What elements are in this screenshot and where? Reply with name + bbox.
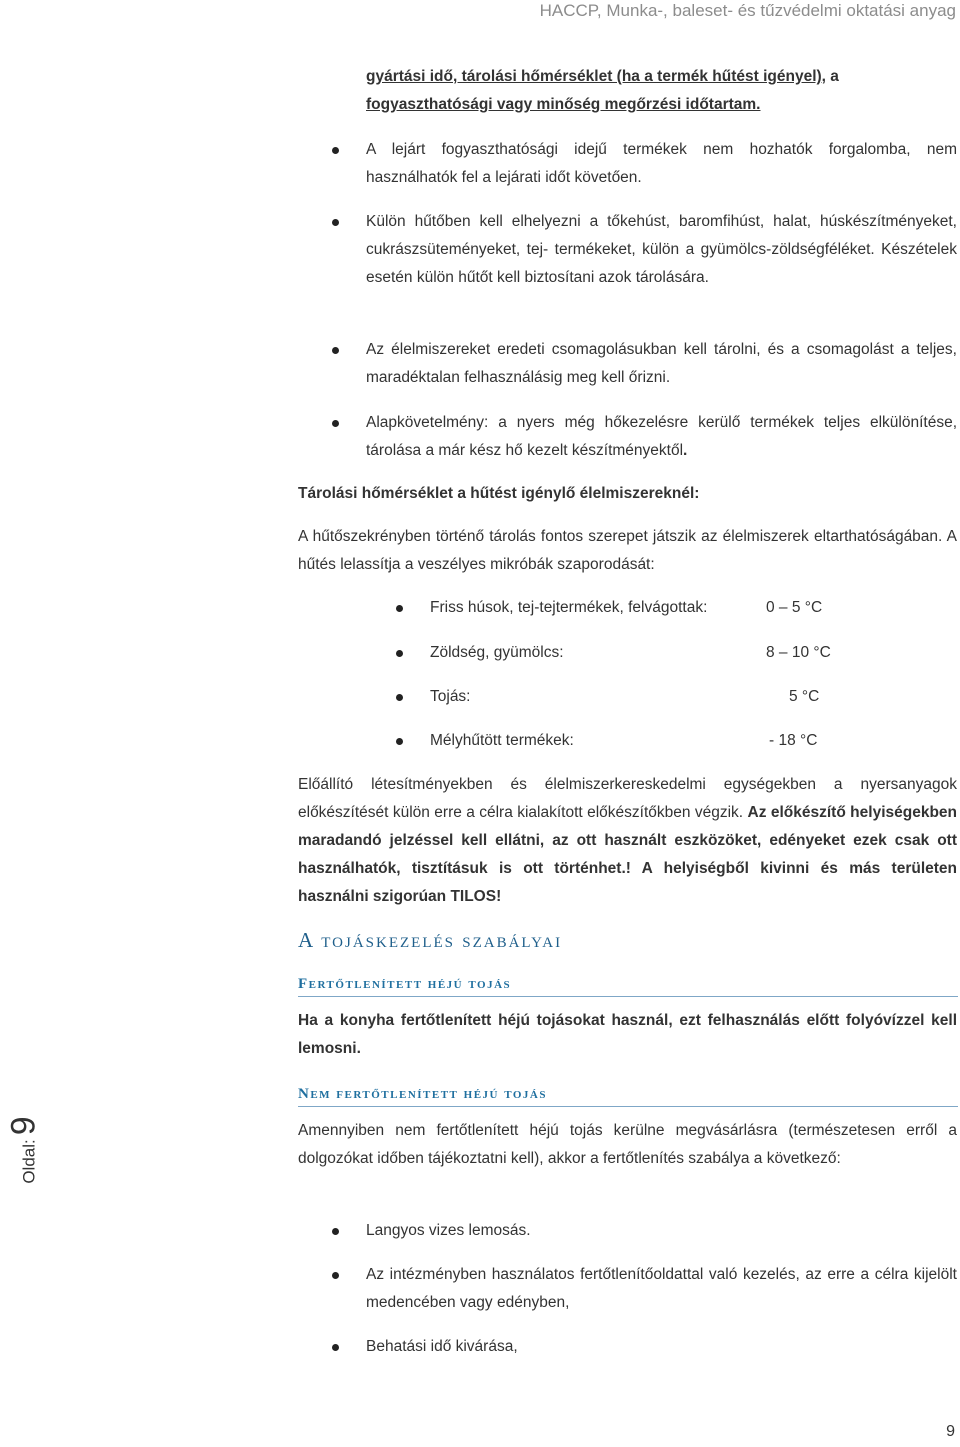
step-wait: Behatási idő kivárása, [366, 1338, 518, 1355]
subsection-title-not-disinfected: Nem fertőtlenített héjú tojás [298, 1086, 547, 1102]
bullet-icon [332, 347, 339, 354]
prep-bold-text: Az előkészítő helyiségekben maradandó jelzéssel kell ellátni, az ott használt eszközöket, edényeket ezek csak ott használhatók, tisztításuk is ott történhet.! A helyiségből kivinni és más területen használni szigorúan TILOS! [298, 804, 958, 905]
temp-value-frozen: - 18 °C [769, 732, 818, 749]
bullet-item-basic-requirement-text: Alapkövetelmény: a nyers még hőkezelésre kerülő termékek teljes elkülönítése, tárolása a már kész hő kezelt készítményektől [366, 414, 957, 459]
temp-label-vegetables: Zöldség, gyümölcs: [430, 644, 564, 661]
bullet-item-original-packaging: Az élelmiszereket eredeti csomagolásukban kell tárolni, és a csomagolást a teljes, maradéktalan felhasználásig meg kell őrizni. [366, 341, 957, 386]
temp-label-fresh-meat: Friss húsok, tej-tejtermékek, felvágottak: [430, 599, 708, 616]
bullet-item-separate-fridge: Külön hűtőben kell elhelyezni a tőkehúst, baromfihúst, halat, húskészítményeket, cukrászsüteményeket, tej- termékeket, külön a gyümölcs-zöldségféléket. Készételek esetén külön hűtőt kell biztosítani azok tárolására. [366, 213, 957, 286]
intro-text [366, 63, 957, 119]
temp-value-eggs: 5 °C [789, 688, 820, 705]
bullet-icon [332, 420, 339, 427]
storage-heading: Tárolási hőmérséklet a hűtést igénylő élelmiszereknél: [298, 485, 700, 502]
bullet-icon [332, 1228, 339, 1235]
temp-label-eggs: Tojás: [430, 688, 471, 705]
step-disinfect: Az intézményben használatos fertőtlenítőoldattal való kezelés, az erre a célra kijelölt medencében vagy edényben, [366, 1266, 957, 1311]
side-page-label [2, 1110, 46, 1190]
section-title-egg-rules: A tojáskezelés szabályai [298, 928, 563, 952]
bullet-item-basic-requirement [366, 409, 957, 465]
subsection-underline [298, 996, 958, 997]
intro-line1-tail: a [826, 68, 839, 85]
disinfected-text: Ha a konyha fertőtlenített héjú tojásokat használ, ezt felhasználás előtt folyóvízzel kell lemosni. [298, 1012, 957, 1057]
bullet-item-expired: A lejárt fogyaszthatósági idejű termékek nem hozhatók forgalomba, nem használhatók fel a lejárati időt követően. [366, 141, 957, 186]
storage-paragraph: A hűtőszekrényben történő tárolás fontos szerepet játszik az élelmiszerek eltarthatóságában. A hűtés lelassítja a veszélyes mikróbák szaporodását: [298, 528, 957, 573]
step-rinse: Langyos vizes lemosás. [366, 1222, 531, 1239]
bullet-icon [332, 1272, 339, 1279]
page-number: 9 [946, 1423, 955, 1440]
bullet-icon [396, 738, 403, 745]
bullet-icon [332, 1344, 339, 1351]
temp-value-fresh-meat: 0 – 5 °C [766, 599, 823, 616]
bullet-icon [396, 694, 403, 701]
bullet-icon [396, 650, 403, 657]
intro-line2: fogyaszthatósági vagy minőség megőrzési időtartam. [366, 96, 761, 113]
bullet-item-basic-requirement-end: . [683, 442, 688, 459]
prep-normal-text: Előállító létesítményekben és élelmiszerkereskedelmi egységekben a nyersanyagok előkészítését külön erre a célra kialakított előkészítőkben végzik. [298, 776, 957, 821]
prep-paragraph [298, 771, 957, 911]
side-page-number: 9 [4, 1116, 43, 1136]
header-title: HACCP, Munka-, baleset- és tűzvédelmi oktatási anyag [539, 1, 956, 20]
subsection-title-disinfected: Fertőtlenített héjú tojás [298, 976, 512, 992]
temp-value-vegetables: 8 – 10 °C [766, 644, 831, 661]
side-label-text: Oldal: [19, 1139, 39, 1184]
bullet-icon [332, 219, 339, 226]
bullet-icon [396, 605, 403, 612]
subsection-underline [298, 1106, 958, 1107]
bullet-icon [332, 147, 339, 154]
not-disinfected-text: Amennyiben nem fertőtlenített héjú tojás kerülne megvásárlásra (természetesen erről a dolgozókat időben tájékoztatni kell), akkor a fertőtlenítés szabálya a következő: [298, 1122, 957, 1167]
intro-line1: gyártási idő, tárolási hőmérséklet (ha a termék hűtést igényel), [366, 68, 826, 85]
temp-label-frozen: Mélyhűtött termékek: [430, 732, 574, 749]
